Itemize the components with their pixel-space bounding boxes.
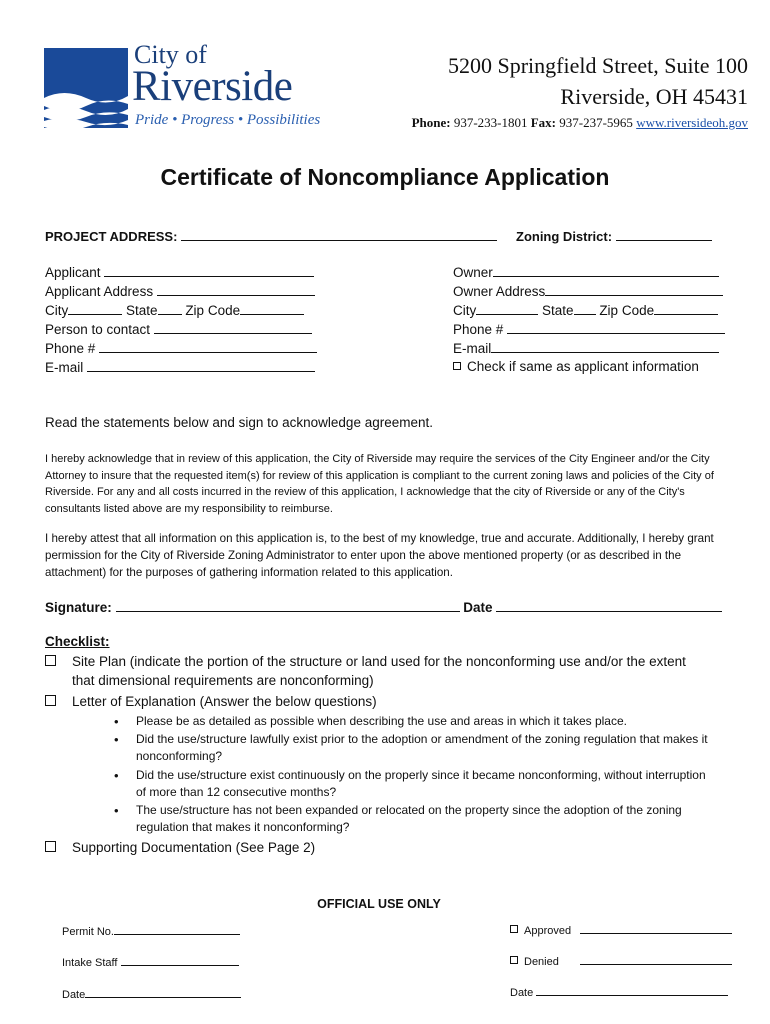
- owner-phone-field[interactable]: [507, 321, 725, 334]
- address-line-1: 5200 Springfield Street, Suite 100: [447, 53, 748, 78]
- applicant-city-label: City: [45, 303, 69, 318]
- owner-address-field[interactable]: [545, 283, 723, 296]
- signature-label: Signature:: [45, 600, 112, 615]
- zoning-district-field[interactable]: [616, 228, 712, 241]
- logo-wave-icon: [44, 48, 128, 128]
- applicant-zip-label: Zip Code: [185, 303, 241, 318]
- permit-row: [62, 922, 240, 938]
- official-use-heading: OFFICIAL USE ONLY: [317, 897, 441, 911]
- city-logo: [44, 40, 344, 134]
- signature-field[interactable]: [116, 599, 460, 612]
- applicant-address-field[interactable]: [157, 283, 315, 296]
- permit-field[interactable]: [114, 922, 240, 935]
- project-address-row: [45, 228, 497, 244]
- attest-statement: I hereby attest that all information on this application is, to the best of my knowledge, true and accurate. Additionally, I hereby grant permission for the City of Riverside Zoning Administrator to enter upon the above mentioned property (or as described in the attachment) for the purposes of gathering information related to this application.: [45, 532, 714, 579]
- checklist-item-letter[interactable]: [45, 694, 377, 709]
- owner-state-field[interactable]: [574, 302, 596, 315]
- applicant-address-row: [45, 283, 315, 299]
- owner-phone-label: Phone #: [453, 322, 504, 337]
- applicant-phone-row: [45, 340, 317, 356]
- supporting-label: Supporting Documentation (See Page 2): [72, 840, 316, 855]
- address-line-2: Riverside, OH 45431: [560, 84, 748, 109]
- bullet-item: • The use/structure has not been expanded or relocated on the property since the adoption of the zoning regulation that makes it nonconforming?: [136, 802, 716, 836]
- owner-address-label: Owner Address: [453, 284, 546, 299]
- site-plan-line1: Site Plan (indicate the portion of the structure or land used for the nonconforming use and/or the extent: [72, 654, 686, 669]
- intake-field[interactable]: [121, 953, 239, 966]
- applicant-contact-label: Person to contact: [45, 322, 151, 337]
- phone-label: Phone:: [411, 115, 451, 130]
- logo-tagline: Pride • Progress • Possibilities: [135, 112, 321, 128]
- official-date-right-row: [510, 983, 728, 999]
- permit-label: Permit No.: [62, 926, 114, 938]
- site-plan-line2: that dimensional requirements are nonconforming): [72, 673, 374, 688]
- fax-label: Fax:: [530, 115, 557, 130]
- owner-field[interactable]: [493, 264, 719, 277]
- page-title: Certificate of Noncompliance Application: [160, 164, 610, 190]
- applicant-phone-label: Phone #: [45, 341, 96, 356]
- official-date-right-field[interactable]: [536, 983, 728, 996]
- owner-email-field[interactable]: [491, 340, 719, 353]
- intake-row: [62, 953, 239, 969]
- logo-riverside-text: Riverside: [132, 63, 293, 110]
- project-address-label: PROJECT ADDRESS:: [45, 229, 178, 244]
- owner-zip-label: Zip Code: [599, 303, 655, 318]
- supporting-checkbox[interactable]: [45, 841, 56, 852]
- owner-state-label: State: [542, 303, 574, 318]
- date-label: Date: [463, 600, 493, 615]
- denied-field[interactable]: [580, 952, 732, 965]
- applicant-email-row: [45, 359, 315, 375]
- intake-label: Intake Staff: [62, 957, 118, 969]
- owner-email-label: E-mail: [453, 341, 492, 356]
- signature-row: [45, 599, 722, 615]
- owner-address-row: [453, 283, 723, 299]
- official-date-right-label: Date: [510, 987, 534, 999]
- owner-row: [453, 264, 719, 280]
- applicant-email-field[interactable]: [87, 359, 315, 372]
- owner-city-field[interactable]: [476, 302, 538, 315]
- denied-label: Denied: [524, 956, 559, 968]
- approved-checkbox[interactable]: [510, 925, 518, 933]
- contact-line: [412, 115, 748, 131]
- owner-phone-row: [453, 321, 725, 337]
- applicant-state-label: State: [126, 303, 158, 318]
- fax-number: 937-237-5965: [559, 115, 633, 130]
- applicant-label: Applicant: [45, 265, 101, 280]
- logo-city-text: City of: [134, 40, 207, 69]
- approved-row[interactable]: [510, 921, 732, 937]
- statements-intro: Read the statements below and sign to acknowledge agreement.: [45, 415, 433, 430]
- applicant-phone-field[interactable]: [99, 340, 317, 353]
- approved-field[interactable]: [580, 921, 732, 934]
- project-address-field[interactable]: [181, 228, 497, 241]
- checklist-item-site-plan[interactable]: [45, 654, 686, 669]
- zoning-district-row: [516, 228, 712, 244]
- same-as-applicant-row[interactable]: [453, 359, 699, 374]
- owner-city-row: [453, 302, 718, 318]
- bullet-item: • Did the use/structure lawfully exist prior to the adoption or amendment of the zoning regulation that makes it nonconforming?: [136, 731, 716, 765]
- site-plan-checkbox[interactable]: [45, 655, 56, 666]
- denied-checkbox[interactable]: [510, 956, 518, 964]
- applicant-row: [45, 264, 314, 280]
- applicant-city-row: [45, 302, 304, 318]
- owner-zip-field[interactable]: [654, 302, 718, 315]
- bullet-item: • Please be as detailed as possible when describing the use and areas in which it takes place.: [136, 713, 716, 730]
- applicant-contact-field[interactable]: [154, 321, 312, 334]
- website-link[interactable]: www.riversideoh.gov: [636, 115, 748, 130]
- owner-email-row: [453, 340, 719, 356]
- signature-date-field[interactable]: [496, 599, 722, 612]
- applicant-email-label: E-mail: [45, 360, 84, 375]
- approved-label: Approved: [524, 925, 572, 937]
- denied-row[interactable]: [510, 952, 732, 968]
- checklist-item-supporting[interactable]: [45, 840, 315, 855]
- phone-number: 937-233-1801: [453, 115, 528, 130]
- applicant-state-field[interactable]: [158, 302, 182, 315]
- applicant-zip-field[interactable]: [240, 302, 304, 315]
- official-date-field[interactable]: [85, 985, 241, 998]
- applicant-address-label: Applicant Address: [45, 284, 154, 299]
- official-date-row: [62, 985, 241, 1001]
- letter-label: Letter of Explanation (Answer the below questions): [72, 694, 377, 709]
- applicant-contact-row: [45, 321, 312, 337]
- applicant-field[interactable]: [104, 264, 314, 277]
- applicant-city-field[interactable]: [68, 302, 122, 315]
- owner-city-label: City: [453, 303, 477, 318]
- zoning-district-label: Zoning District:: [516, 229, 613, 244]
- same-as-applicant-label: Check if same as applicant information: [467, 359, 699, 374]
- bullet-item: • Did the use/structure exist continuously on the properly since it became nonconforming, without interruption of more than 12 consecutive months?: [136, 767, 716, 801]
- owner-label: Owner: [453, 265, 493, 280]
- acknowledge-statement: I hereby acknowledge that in review of this application, the City of Riverside may require the services of the City Engineer and/or the City Attorney to insure that the requested item(s) for review of this application is compliant to the current zoning laws and policies of the City of Riverside. For any and all costs incurred in the review of this application, I acknowledge that the city of Riverside or any of the City's consultants listed above are my responsibility to reimburse.: [45, 453, 714, 515]
- letter-checkbox[interactable]: [45, 695, 56, 706]
- official-date-label: Date: [62, 989, 86, 1001]
- same-as-applicant-checkbox[interactable]: [453, 362, 461, 370]
- checklist-heading: Checklist:: [45, 634, 110, 649]
